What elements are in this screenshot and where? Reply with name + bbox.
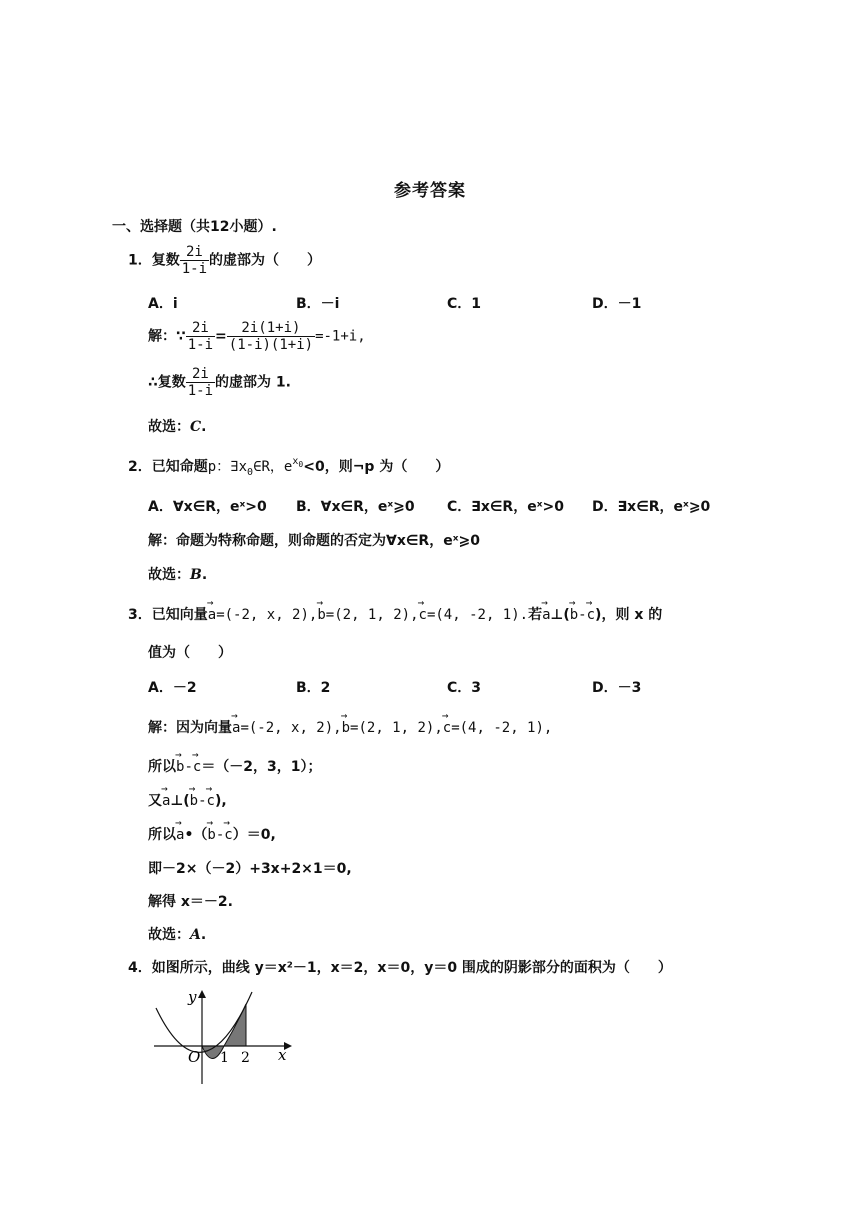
q2-stem: 2．已知命题p：$\exists x_0\in R$，$e^{x0}<0$，则¬p 为（ ） <box>128 456 450 478</box>
q4-figure <box>148 986 298 1086</box>
q1-sol-fraction-1: $\frac{2i}{1-i}$ <box>187 320 214 353</box>
section-heading: 一、选择题（共12小题）. <box>112 219 277 235</box>
q3-option-d: D．－3 <box>592 680 642 696</box>
q2-option-b: B．∀x∈R，eˣ⩾0 <box>296 499 415 515</box>
q1-answer: 故选：C. <box>148 419 207 435</box>
q3-solution-line4: 所以→ a•（→ b-→ c）＝0, <box>148 824 276 844</box>
label-x: x <box>278 1046 287 1064</box>
q3-stem-line1: 3．已知向量→ a=(-2, x, 2),→ b=(2, 1, 2),→ c=(4, -2, 1).若→ a⊥(→ b-→ c)，则 x 的 <box>128 604 662 624</box>
q1-fraction: $\frac{2i}{1-i}$ <box>181 244 208 277</box>
q1-number: 1． <box>128 252 152 269</box>
q1-option-a: A．i <box>148 296 178 312</box>
q1-solution-line1: 解：∵ $\frac{2i}{1-i}$ = $\frac{2i(1+i)}{(1-i)(1+i)}$ =-1+i, <box>148 320 366 353</box>
q2-number: 2． <box>128 459 152 475</box>
q3-answer: 故选：A. <box>148 927 207 943</box>
vector-c: → c <box>419 607 427 623</box>
label-y: y <box>188 988 197 1006</box>
q3-option-a: A．－2 <box>148 680 197 696</box>
q3-option-b: B．2 <box>296 680 331 696</box>
label-origin: O <box>188 1048 201 1066</box>
q2-option-d: D．∃x∈R，eˣ⩾0 <box>592 499 711 515</box>
y-axis-arrow <box>198 990 206 998</box>
q3-solution-line1: 解：因为向量→ a=(-2, x, 2),→ b=(2, 1, 2),→ c=(4, -2, 1), <box>148 717 552 737</box>
label-2: 2 <box>241 1050 250 1066</box>
q3-stem-line2: 值为（ ） <box>148 645 232 661</box>
page-title: 参考答案 <box>394 181 466 201</box>
vector-a: → a <box>208 607 216 623</box>
q3-solution-line3: 又→ a⊥(→ b-→ c), <box>148 790 227 810</box>
q1-stem-pre: 复数 <box>151 252 180 269</box>
q3-option-c: C．3 <box>447 680 482 696</box>
q3-solution-line2: 所以→ b-→ c＝（－2，3，1）； <box>148 756 322 776</box>
q1-option-d: D．－1 <box>592 296 642 312</box>
q1-solution-line2: ∴复数 $\frac{2i}{1-i}$ 的虚部为 1. <box>148 366 291 399</box>
q3-number: 3． <box>128 607 152 623</box>
q1-stem-post: 的虚部为（ ） <box>209 252 322 269</box>
q1-stem <box>128 244 321 277</box>
vector-b: → b <box>317 607 325 623</box>
q2-option-c: C．∃x∈R，eˣ>0 <box>447 499 564 515</box>
q2-solution: 解：命题为特称命题，则命题的否定为∀x∈R，eˣ⩾0 <box>148 533 480 549</box>
q1-option-b: B．－i <box>296 296 340 312</box>
q3-solution-line5: 即－2×（－2）+3x+2×1＝0, <box>148 861 352 877</box>
label-1: 1 <box>220 1050 229 1066</box>
q2-answer: 故选：B. <box>148 567 208 583</box>
q1-sol2-fraction: $\frac{2i}{1-i}$ <box>187 366 214 399</box>
q3-solution-line6: 解得 x＝－2. <box>148 894 233 910</box>
q4-number: 4． <box>128 960 152 976</box>
q2-option-a: A．∀x∈R，eˣ>0 <box>148 499 267 515</box>
q1-sol-fraction-2: $\frac{2i(1+i)}{(1-i)(1+i)}$ <box>228 320 314 353</box>
q1-option-c: C．1 <box>447 296 482 312</box>
q4-stem: 4．如图所示，曲线 y＝x²－1，x＝2，x＝0，y＝0 围成的阴影部分的面积为（ ） <box>128 960 672 976</box>
